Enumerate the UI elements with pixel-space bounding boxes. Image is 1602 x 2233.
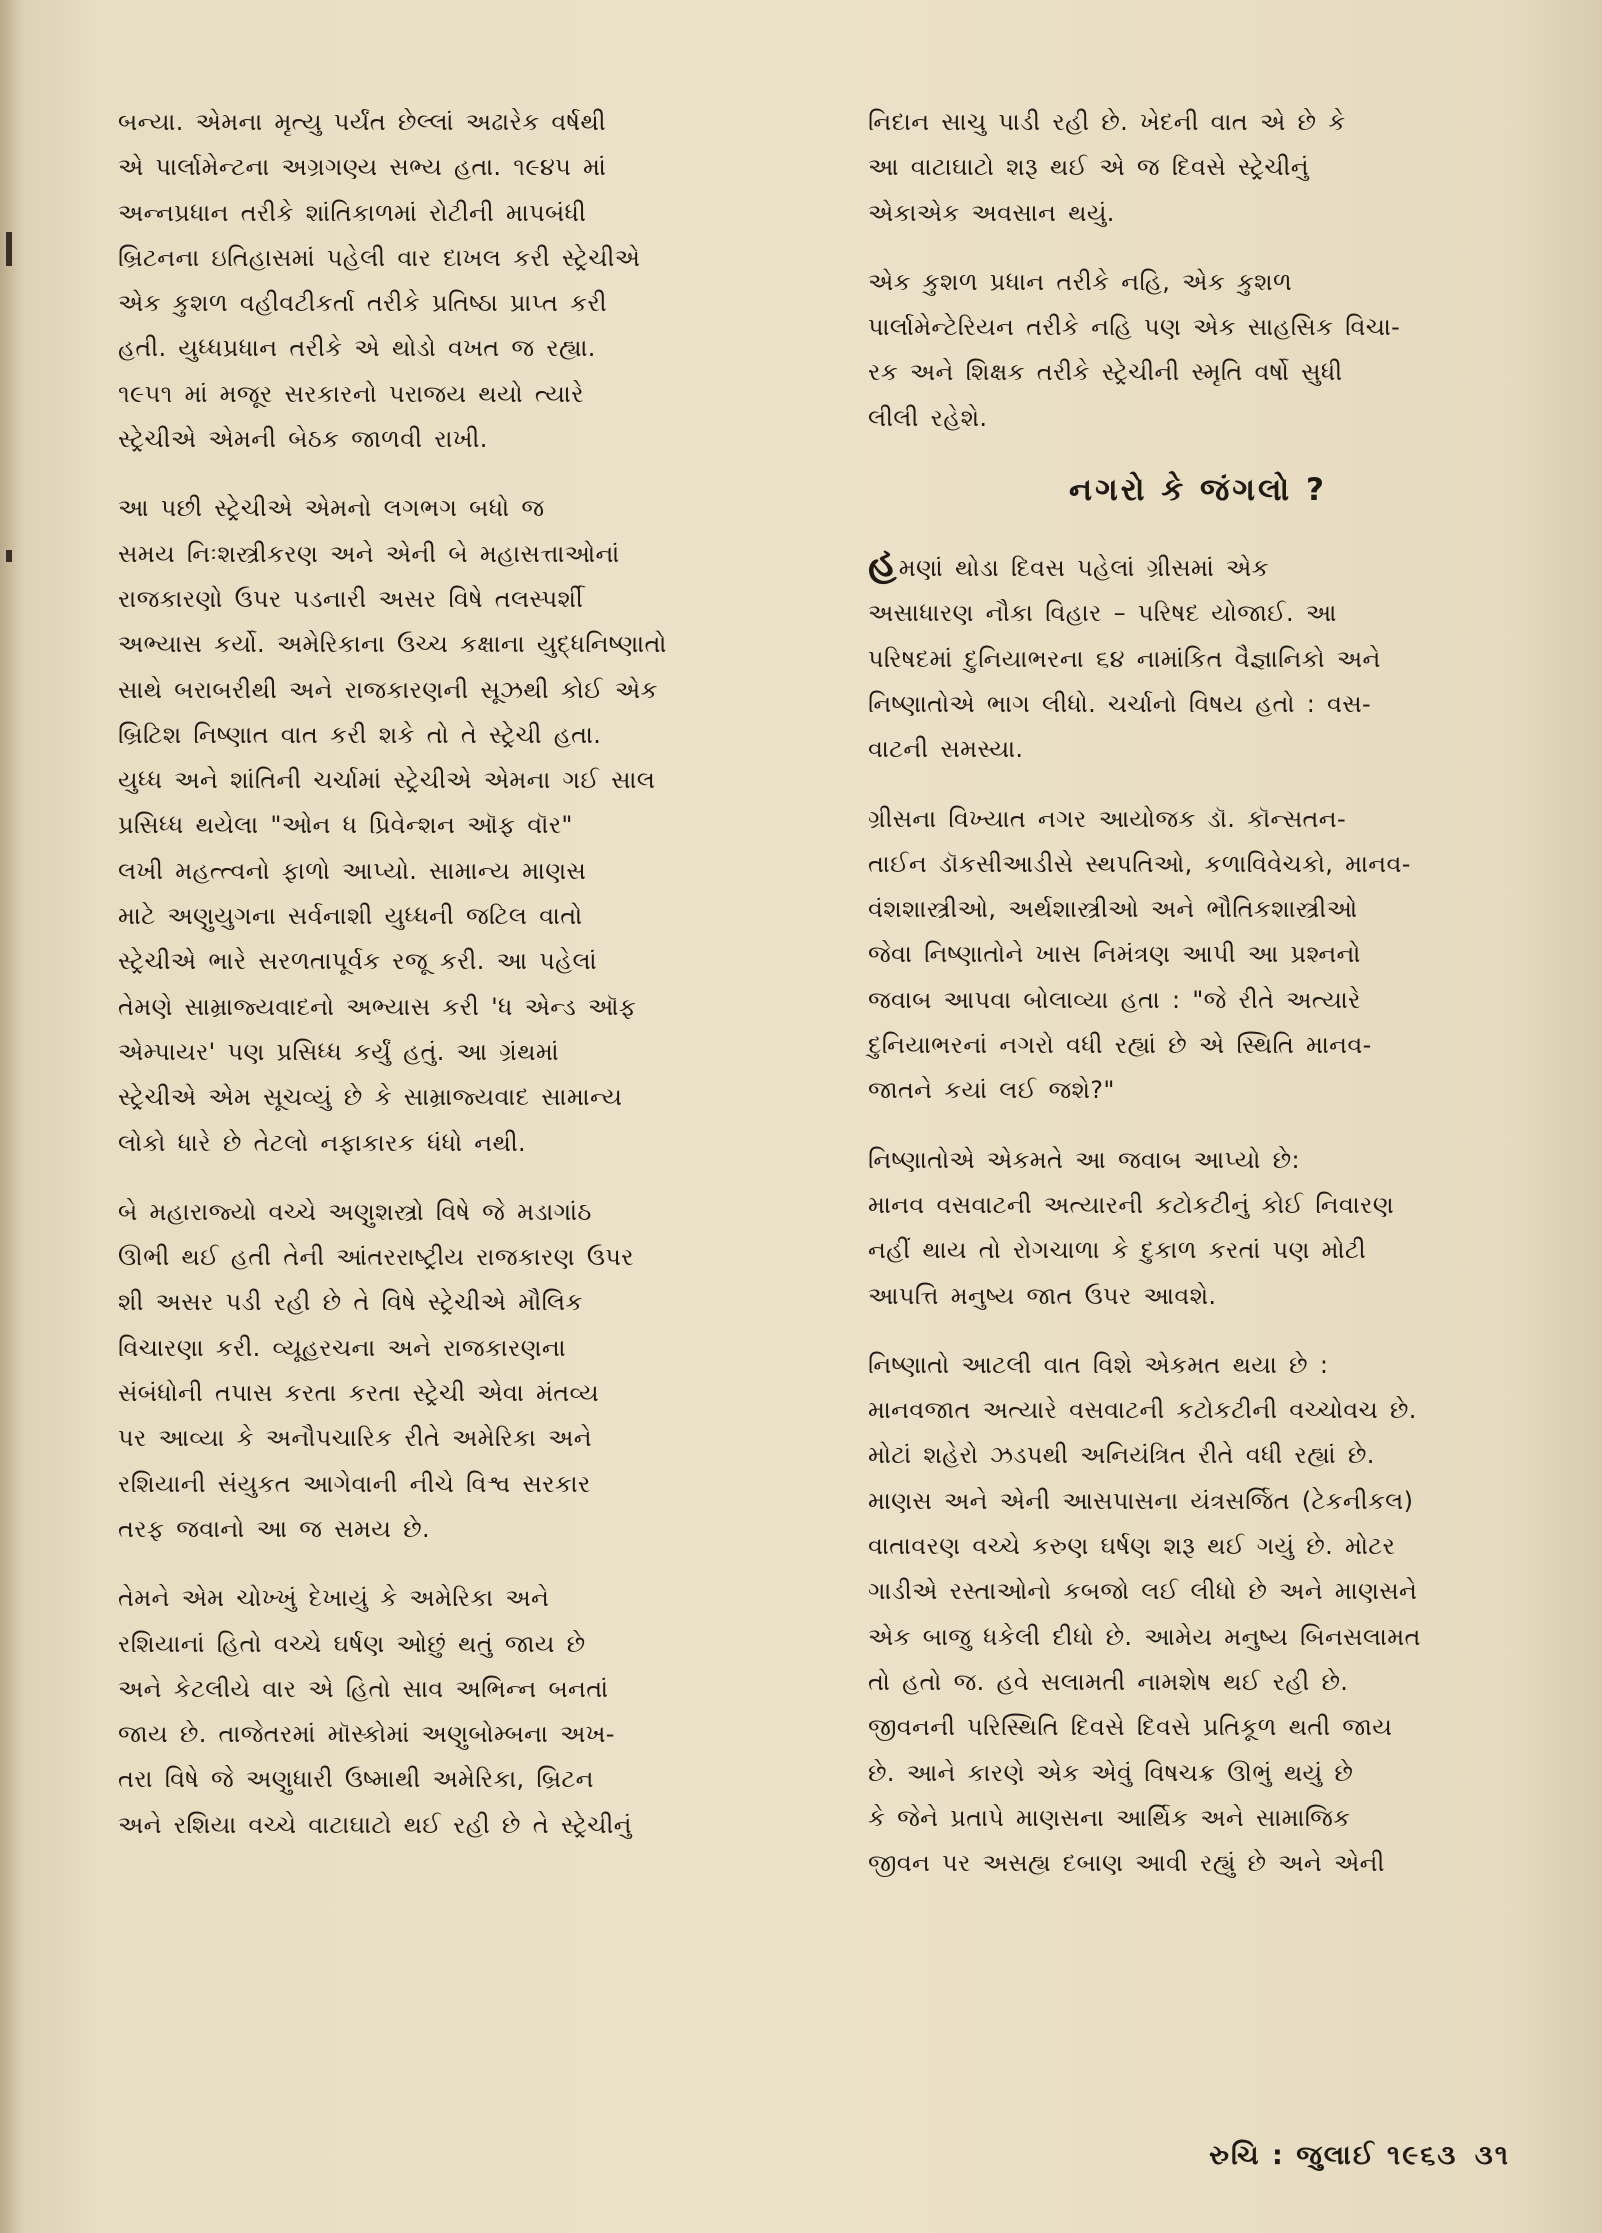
right-column bbox=[868, 100, 1528, 1910]
edge-mark bbox=[6, 550, 12, 562]
section-title: નગરો કે જંગલો ? bbox=[1069, 472, 1327, 509]
right-paragraph-2: એક કુશળ પ્રધાન તરીકે નહિ, એક કુશળ પાર્લામેન્ટેરિયન તરીકે નહિ પણ એક સાહસિક વિચા- રક અને શિક્ષક તરીકે સ્ટ્રેચીની સ્મૃતિ વર્ષો સુધી લીલી રહેશે. bbox=[868, 267, 1401, 432]
right-paragraph-5: નિષ્ણાતો આટલી વાત વિશે એકમત થયા છે : માનવજાત અત્યારે વસવાટની કટોકટીની વચ્ચોવચ છે. મોટાં શહેરો ઝડપથી અનિયંત્રિત રીતે વધી રહ્યાં છે. માણસ અને એની આસપાસના યંત્રસર્જિત (ટેકનીકલ) વાતાવરણ વચ્ચે કરુણ ઘર્ષણ શરૂ થઈ ગયું છે. મોટર ગાડીએ રસ્તાઓનો કબજો લઈ લીધો છે અને માણસને એક બાજુ ધકેલી દીધો છે. આમેય મનુષ્ય બિનસલામત તો હતો જ. હવે સલામતી નામશેષ થઈ રહી છે. જીવનની પરિસ્થિતિ દિવસે દિવસે પ્રતિકૂળ થતી જાય છે. આને કારણે એક એવું વિષચક્ર ઊભું થયું છે કે જેને પ્રતાપે માણસના આર્થિક અને સામાજિક જીવન પર અસહ્ય દબાણ આવી રહ્યું છે અને એની bbox=[868, 1350, 1421, 1878]
left-paragraph-3: બે મહારાજ્યો વચ્ચે અણુશસ્ત્રો વિષે જે મડાગાંઠ ઊભી થઈ હતી તેની આંતરરાષ્ટ્રીય રાજકારણ ઉપર શી અસર પડી રહી છે તે વિષે સ્ટ્રેચીએ મૌલિક વિચારણા કરી. વ્યૂહરચના અને રાજકારણના સંબંધોની તપાસ કરતા કરતા સ્ટ્રેચી એવા મંતવ્ય પર આવ્યા કે અનૌપચારિક રીતે અમેરિકા અને રશિયાની સંયુકત આગેવાની નીચે વિશ્વ સરકાર તરફ જવાનો આ જ સમય છે. bbox=[118, 1197, 634, 1543]
left-paragraph-4: તેમને એમ ચોખ્ખું દેખાયું કે અમેરિકા અને રશિયાનાં હિતો વચ્ચે ઘર્ષણ ઓછું થતું જાય છે અને કેટલીયે વાર એ હિતો સાવ અભિન્ન બનતાં જાય છે. તાજેતરમાં મૉસ્કોમાં અણુબોમ્બના અખ- તરા વિષે જે અણુધારી ઉષ્માથી અમેરિકા, બ્રિટન અને રશિયા વચ્ચે વાટાઘાટો થઈ રહી છે તે સ્ટ્રેચીનું bbox=[118, 1584, 632, 1839]
footer-page-number: ૩૧ bbox=[1474, 2140, 1510, 2171]
right-paragraph-4: નિષ્ણાતોએ એકમતે આ જવાબ આપ્યો છે: માનવ વસવાટની અત્યારની કટોકટીનું કોઈ નિવારણ નહીં થાય તો રોગચાળા કે દુકાળ કરતાં પણ મોટી આપત્તિ મનુષ્ય જાત ઉપર આવશે. bbox=[868, 1145, 1394, 1310]
dropcap-paragraph-text: મણાં થોડા દિવસ પહેલાં ગ્રીસમાં એક અસાધારણ નૌકા વિહાર – પરિષદ યોજાઈ. આ પરિષદમાં દુનિયાભરના ૬૪ નામાંકિત વૈજ્ઞાનિકો અને નિષ્ણાતોએ ભાગ લીધો. ચર્ચાનો વિષય હતો : વસ- વાટની સમસ્યા. bbox=[868, 554, 1381, 764]
left-column bbox=[118, 100, 778, 1872]
left-paragraph-2: આ પછી સ્ટ્રેચીએ એમનો લગભગ બધો જ સમય નિઃશસ્ત્રીકરણ અને એની બે મહાસત્તાઓનાં રાજકારણો ઉપર પડનારી અસર વિષે તલસ્પર્શી અભ્યાસ કર્યો. અમેરિકાના ઉચ્ચ કક્ષાના યુદ્ધનિષ્ણાતો સાથે બરાબરીથી અને રાજકારણની સૂઝથી કોઈ એક બ્રિટિશ નિષ્ણાત વાત કરી શકે તો તે સ્ટ્રેચી હતા. યુધ્ધ અને શાંતિની ચર્ચામાં સ્ટ્રેચીએ એમના ગઈ સાલ પ્રસિધ્ધ થયેલા "ઓન ધ પ્રિવેન્શન ઑફ વૉર" લખી મહત્ત્વનો ફાળો આપ્યો. સામાન્ય માણસ માટે અણુયુગના સર્વનાશી યુધ્ધની જટિલ વાતો સ્ટ્રેચીએ ભારે સરળતાપૂર્વક રજૂ કરી. આ પહેલાં તેમણે સામ્રાજ્યવાદનો અભ્યાસ કરી 'ધ એન્ડ ઑફ એમ્પાયર' પણ પ્રસિધ્ધ કર્યું હતું. આ ગ્રંથમાં સ્ટ્રેચીએ એમ સૂચવ્યું છે કે સામ્રાજ્યવાદ સામાન્ય લોકો ધારે છે તેટલો નફાકારક ધંધો નથી. bbox=[118, 494, 667, 1157]
footer-magazine-name: રુચિ : જુલાઈ ૧૯૬૩ bbox=[1209, 2140, 1458, 2171]
right-paragraph-1: નિદાન સાચુ પાડી રહી છે. ખેદની વાત એ છે કે આ વાટાઘાટો શરૂ થઈ એ જ દિવસે સ્ટ્રેચીનું એકાએક અવસાન થયું. bbox=[868, 108, 1346, 227]
page-footer bbox=[1203, 2140, 1510, 2172]
dropcap-letter: હ bbox=[868, 540, 897, 587]
page-spine-shadow bbox=[0, 0, 22, 2233]
right-paragraph-3: ગ્રીસના વિખ્યાત નગર આયોજક ડૉ. કૉન્સતન- તાઈન ડૉકસીઆડીસે સ્થપતિઓ, કળાવિવેચકો, માનવ- વંશશાસ્ત્રીઓ, અર્થશાસ્ત્રીઓ અને ભૌતિકશાસ્ત્રીઓ જેવા નિષ્ણાતોને ખાસ નિમંત્રણ આપી આ પ્રશ્નનો જવાબ આપવા બોલાવ્યા હતા : "જે રીતે અત્યારે દુનિયાભરનાં નગરો વધી રહ્યાં છે એ સ્થિતિ માનવ- જાતને કયાં લઈ જશે?" bbox=[868, 804, 1411, 1105]
edge-mark bbox=[6, 232, 12, 266]
dropcap-paragraph bbox=[868, 540, 1528, 772]
left-paragraph-1: બન્યા. એમના મૃત્યુ પર્યંત છેલ્લાં અઢારેક વર્ષથી એ પાર્લામેન્ટના અગ્રગણ્ય સભ્ય હતા. ૧૯૪૫ માં અન્નપ્રધાન તરીકે શાંતિકાળમાં રોટીની માપબંધી બ્રિટનના ઇતિહાસમાં પહેલી વાર દાખલ કરી સ્ટ્રેચીએ એક કુશળ વહીવટીકર્તા તરીકે પ્રતિષ્ઠા પ્રાપ્ત કરી હતી. યુધ્ધપ્રધાન તરીકે એ થોડો વખત જ રહ્યા. ૧૯૫૧ માં મજૂર સરકારનો પરાજય થયો ત્યારે સ્ટ્રેચીએ એમની બેઠક જાળવી રાખી. bbox=[118, 108, 641, 454]
